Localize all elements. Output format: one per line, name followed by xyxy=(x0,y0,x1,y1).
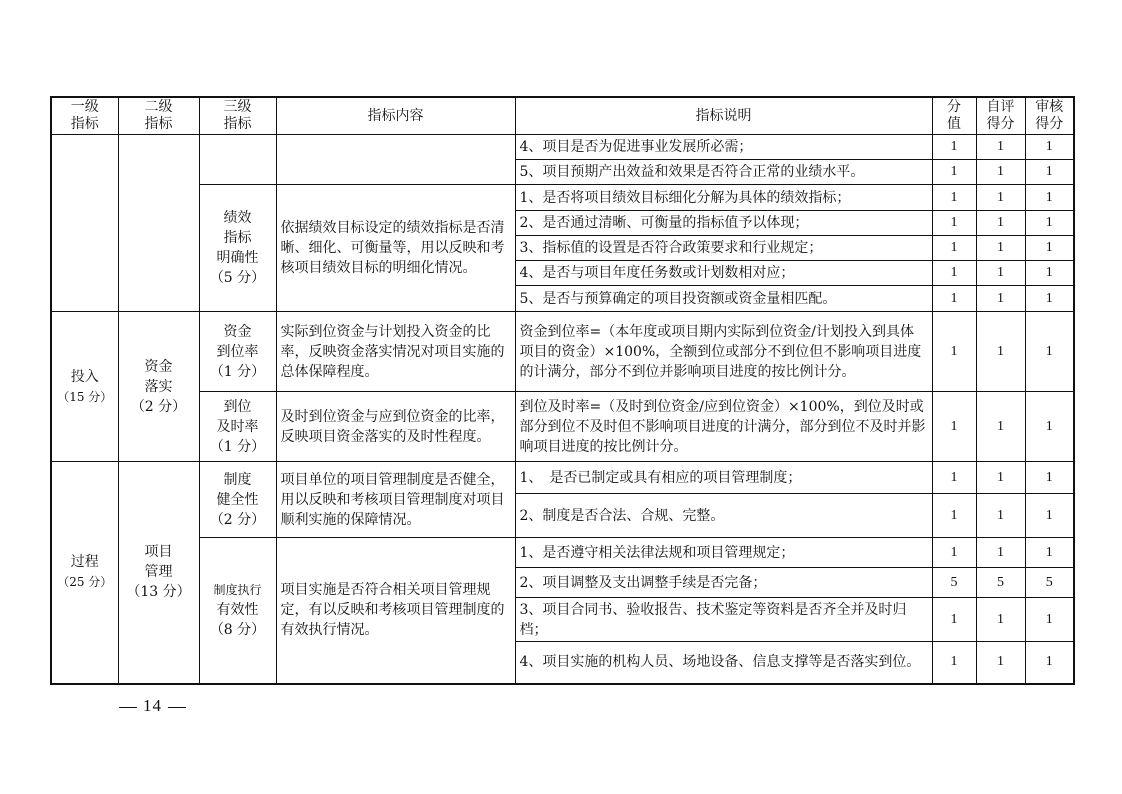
self-score-cell: 1 xyxy=(976,135,1025,160)
level2-project-management: 项目 管理 （13 分） xyxy=(118,462,199,684)
header-score: 分 值 xyxy=(932,97,976,135)
description-cell: 1、是否遵守相关法律法规和项目管理规定； xyxy=(515,538,932,568)
page-number xyxy=(113,696,192,716)
content-cell-empty xyxy=(276,135,515,185)
audit-score-cell: 1 xyxy=(1025,286,1074,312)
audit-score-cell: 1 xyxy=(1025,392,1074,462)
table-row xyxy=(51,135,1074,160)
description-cell: 5、项目预期产出效益和效果是否符合正常的业绩水平。 xyxy=(515,160,932,185)
content-funding-timeliness: 及时到位资金与应到位资金的比率，反映项目资金落实的及时性程度。 xyxy=(276,392,515,462)
score-cell: 1 xyxy=(932,286,976,312)
level3-funding-rate: 资金 到位率 （1 分） xyxy=(199,312,276,392)
score-cell: 1 xyxy=(932,236,976,261)
header-level2: 二级 指标 xyxy=(118,97,199,135)
description-cell: 资金到位率=（本年度或项目期内实际到位资金/计划投入到具体项目的资金）×100%，全额到位或部分不到位但不影响项目进度的计满分，部分不到位并影响项目进度的按比例计分。 xyxy=(515,312,932,392)
description-cell: 3、指标值的设置是否符合政策要求和行业规定； xyxy=(515,236,932,261)
header-description: 指标说明 xyxy=(515,97,932,135)
description-cell: 4、是否与项目年度任务数或计划数相对应； xyxy=(515,261,932,286)
indicator-table xyxy=(50,96,1075,685)
score-cell: 1 xyxy=(932,538,976,568)
score-cell: 1 xyxy=(932,494,976,538)
level3-funding-timeliness: 到位 及时率 （1 分） xyxy=(199,392,276,462)
score-cell: 1 xyxy=(932,211,976,236)
level1-input: 投入 （15 分） xyxy=(51,312,118,462)
audit-score-cell: 1 xyxy=(1025,236,1074,261)
self-score-cell: 1 xyxy=(976,494,1025,538)
self-score-cell: 1 xyxy=(976,185,1025,211)
score-cell: 1 xyxy=(932,312,976,392)
self-score-cell: 1 xyxy=(976,462,1025,494)
level2-funding: 资金 落实 （2 分） xyxy=(118,312,199,462)
score-cell: 1 xyxy=(932,185,976,211)
content-clarity: 依据绩效目标设定的绩效指标是否清晰、细化、可衡量等，用以反映和考核项目绩效目标的明细化情况。 xyxy=(276,185,515,312)
audit-score-cell: 1 xyxy=(1025,538,1074,568)
header-level1: 一级 指标 xyxy=(51,97,118,135)
header-content: 指标内容 xyxy=(276,97,515,135)
level3-indicator-clarity: 绩效 指标 明确性 （5 分） xyxy=(199,185,276,312)
description-cell: 1、是否将项目绩效目标细化分解为具体的绩效指标； xyxy=(515,185,932,211)
audit-score-cell: 1 xyxy=(1025,462,1074,494)
header-audit-score: 审核 得分 xyxy=(1025,97,1074,135)
page-number-value: 14 xyxy=(143,696,162,715)
table-row xyxy=(51,392,1074,462)
self-score-cell: 5 xyxy=(976,568,1025,598)
content-execution-effectiveness: 项目实施是否符合相关项目管理规定，有以反映和考核项目管理制度的有效执行情况。 xyxy=(276,538,515,684)
content-funding-rate: 实际到位资金与计划投入资金的比率，反映资金落实情况对项目实施的总体保障程度。 xyxy=(276,312,515,392)
audit-score-cell: 5 xyxy=(1025,568,1074,598)
self-score-cell: 1 xyxy=(976,261,1025,286)
self-score-cell: 1 xyxy=(976,538,1025,568)
description-cell: 1、 是否已制定或具有相应的项目管理制度； xyxy=(515,462,932,494)
description-cell: 5、是否与预算确定的项目投资额或资金量相匹配。 xyxy=(515,286,932,312)
level3-execution-effectiveness: 制度执行 有效性 （8 分） xyxy=(199,538,276,684)
dash-left-icon xyxy=(119,707,137,708)
level3-cell-empty xyxy=(199,135,276,185)
self-score-cell: 1 xyxy=(976,286,1025,312)
score-cell: 1 xyxy=(932,135,976,160)
level1-cell-empty xyxy=(51,135,118,312)
audit-score-cell: 1 xyxy=(1025,185,1074,211)
description-cell: 4、项目实施的机构人员、场地设备、信息支撑等是否落实到位。 xyxy=(515,642,932,684)
table-row xyxy=(51,185,1074,211)
audit-score-cell: 1 xyxy=(1025,261,1074,286)
table-row xyxy=(51,312,1074,392)
level2-cell-empty xyxy=(118,135,199,312)
audit-score-cell: 1 xyxy=(1025,642,1074,684)
score-cell: 1 xyxy=(932,598,976,642)
header-level3: 三级 指标 xyxy=(199,97,276,135)
self-score-cell: 1 xyxy=(976,598,1025,642)
description-cell: 2、制度是否合法、合规、完整。 xyxy=(515,494,932,538)
table-row xyxy=(51,538,1074,568)
score-cell: 5 xyxy=(932,568,976,598)
description-cell: 2、是否通过清晰、可衡量的指标值予以体现； xyxy=(515,211,932,236)
self-score-cell: 1 xyxy=(976,392,1025,462)
level1-process: 过程 （25 分） xyxy=(51,462,118,684)
audit-score-cell: 1 xyxy=(1025,211,1074,236)
score-cell: 1 xyxy=(932,392,976,462)
table-row xyxy=(51,462,1074,494)
description-cell: 3、项目合同书、验收报告、技术鉴定等资料是否齐全并及时归档； xyxy=(515,598,932,642)
audit-score-cell: 1 xyxy=(1025,312,1074,392)
dash-right-icon xyxy=(168,707,186,708)
self-score-cell: 1 xyxy=(976,312,1025,392)
score-cell: 1 xyxy=(932,462,976,494)
audit-score-cell: 1 xyxy=(1025,135,1074,160)
score-cell: 1 xyxy=(932,261,976,286)
description-cell: 到位及时率=（及时到位资金/应到位资金）×100%，到位及时或部分到位不及时但不影响项目进度的计满分，部分到位不及时并影响项目进度的按比例计分。 xyxy=(515,392,932,462)
description-cell: 2、项目调整及支出调整手续是否完备； xyxy=(515,568,932,598)
description-cell: 4、项目是否为促进事业发展所必需； xyxy=(515,135,932,160)
audit-score-cell: 1 xyxy=(1025,598,1074,642)
self-score-cell: 1 xyxy=(976,642,1025,684)
score-cell: 1 xyxy=(932,642,976,684)
audit-score-cell: 1 xyxy=(1025,494,1074,538)
self-score-cell: 1 xyxy=(976,211,1025,236)
header-row xyxy=(51,97,1074,135)
score-cell: 1 xyxy=(932,160,976,185)
audit-score-cell: 1 xyxy=(1025,160,1074,185)
self-score-cell: 1 xyxy=(976,236,1025,261)
header-self-score: 自评 得分 xyxy=(976,97,1025,135)
level3-system-soundness: 制度 健全性 （2 分） xyxy=(199,462,276,538)
self-score-cell: 1 xyxy=(976,160,1025,185)
content-system-soundness: 项目单位的项目管理制度是否健全，用以反映和考核项目管理制度对项目顺利实施的保障情况。 xyxy=(276,462,515,538)
